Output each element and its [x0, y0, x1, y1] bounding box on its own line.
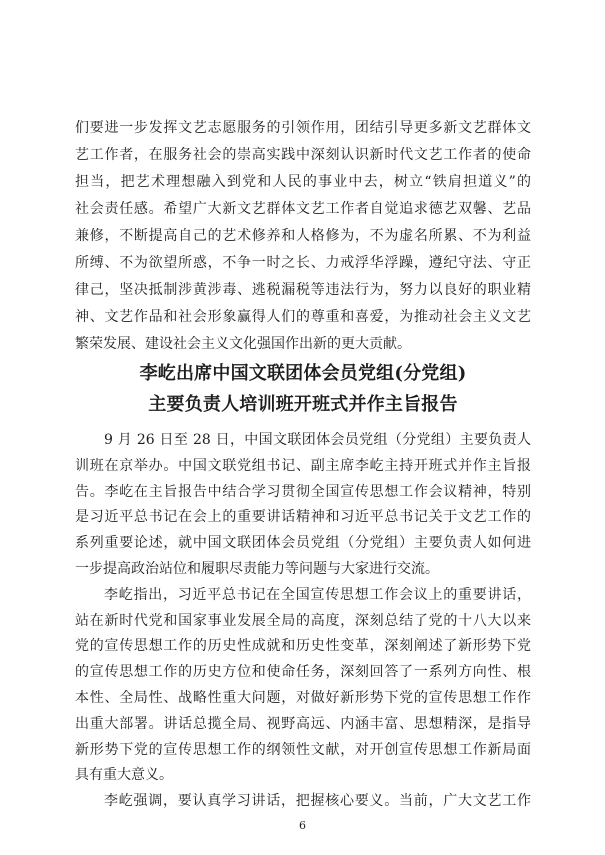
- article-body: [75, 428, 531, 815]
- text-line: 担当，把艺术理想融入到党和人民的事业中去，树立“铁肩担道义”的: [75, 174, 531, 190]
- text-line: 出重大部署。讲话总揽全局、视野高远、内涵丰富、思想精深，是指导: [75, 715, 531, 732]
- text-line: 站在新时代党和国家事业发展全局的高度，深刻总结了党的十八大以来: [75, 612, 531, 629]
- text-line: 所缚、不为欲望所惑，不争一时之长、力戒浮华浮躁，遵纪守法、守正: [75, 255, 531, 271]
- text-line: 具有重大意义。: [75, 767, 173, 784]
- text-line: 社会责任感。希望广大新文艺群体文艺工作者自觉追求德艺双馨、艺品: [75, 201, 531, 217]
- continuation-paragraph: [75, 115, 531, 358]
- text-line: 们要进一步发挥文艺志愿服务的引领作用，团结引导更多新文艺群体文: [75, 120, 531, 136]
- text-line: 训班在京举办。中国文联党组书记、副主席李屹主持开班式并作主旨报: [75, 457, 531, 474]
- text-line: 李屹强调，要认真学习讲话，把握核心要义。当前，广大文艺工作: [104, 793, 531, 810]
- text-line: 是习近平总书记在会上的重要讲话精神和习近平总书记关于文艺工作的: [75, 509, 531, 526]
- text-line: 律己，坚决抵制涉黄涉毒、逃税漏税等违法行为，努力以良好的职业精: [75, 282, 531, 298]
- text-line: 兼修，不断提高自己的艺术修养和人格修为，不为虚名所累、不为利益: [75, 228, 531, 244]
- text-line: 繁荣发展、建设社会主义文化强国作出新的更大贡献。: [75, 336, 411, 352]
- title-line: 主要负责人培训班开班式并作主旨报告: [148, 394, 458, 415]
- text-line: 告。李屹在主旨报告中结合学习贯彻全国宣传思想工作会议精神，特别: [75, 483, 531, 500]
- text-line: 艺工作者，在服务社会的崇高实践中深刻认识新时代文艺工作者的使命: [75, 147, 531, 163]
- body-paragraph: [75, 428, 531, 583]
- text-line: 的宣传思想工作的历史方位和使命任务，深刻回答了一系列方向性、根: [75, 664, 531, 681]
- text-line: 李屹指出，习近平总书记在全国宣传思想工作会议上的重要讲话，: [104, 586, 531, 603]
- text-line: 新形势下党的宣传思想工作的纲领性文献，对开创宣传思想工作新局面: [75, 741, 531, 758]
- text-line: 9 月 26 日至 28 日，中国文联团体会员党组（分党组）主要负责人: [104, 432, 531, 448]
- text-line: 本性、全局性、战略性重大问题，对做好新形势下党的宣传思想工作作: [75, 689, 531, 706]
- page-number: 6: [299, 819, 306, 832]
- page-content: [75, 115, 531, 815]
- title-line: 李屹出席中国文联团体会员党组(分党组): [139, 363, 467, 384]
- article-title: [75, 358, 531, 420]
- body-paragraph: [75, 583, 531, 789]
- text-line: 一步提高政治站位和履职尽责能力等问题与大家进行交流。: [75, 560, 439, 577]
- text-line: 党的宣传思想工作的历史性成就和历史性变革，深刻阐述了新形势下党: [75, 638, 531, 655]
- body-paragraph: [75, 789, 531, 815]
- text-line: 系列重要论述，就中国文联团体会员党组（分党组）主要负责人如何进: [75, 535, 531, 552]
- text-line: 神、文艺作品和社会形象赢得人们的尊重和喜爱，为推动社会主义文艺: [75, 309, 531, 325]
